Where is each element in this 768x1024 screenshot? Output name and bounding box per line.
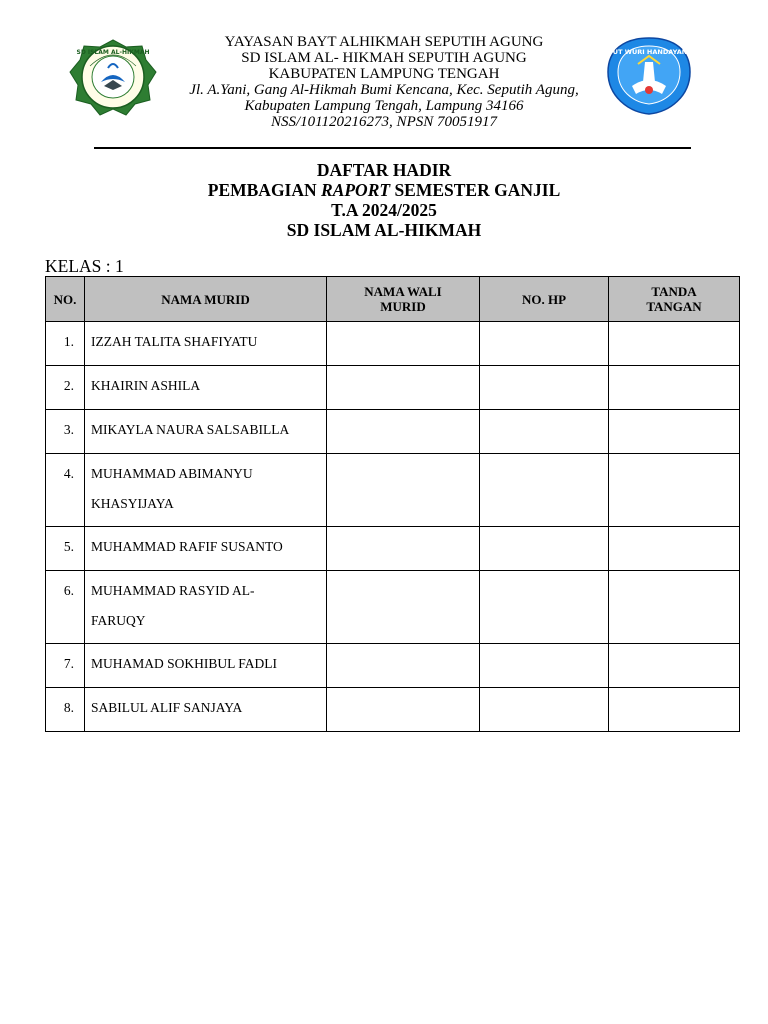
class-label: KELAS : 1	[45, 256, 124, 276]
row-number: 5.	[46, 527, 85, 571]
address-line-2: Kabupaten Lampung Tengah, Lampung 34166	[244, 98, 524, 114]
address-line-1: Jl. A.Yani, Gang Al-Hikmah Bumi Kencana, Kec. Seputih Agung,	[189, 82, 579, 98]
row-number: 1.	[46, 322, 85, 366]
tut-wuri-handayani-logo-icon	[604, 36, 694, 116]
table-row	[46, 571, 740, 644]
header-tanda-tangan	[609, 277, 740, 322]
table-row	[46, 410, 740, 454]
signature-cell	[609, 644, 740, 688]
row-number: 4.	[46, 454, 85, 527]
student-name-line-2: FARUQY	[91, 613, 146, 628]
signature-cell	[609, 454, 740, 527]
signature-cell	[609, 571, 740, 644]
student-name-line-1: MUHAMMAD RASYID AL-	[91, 583, 255, 598]
student-name-line-1: MUHAMMAD RAFIF SUSANTO	[91, 539, 283, 554]
foundation-name: YAYASAN BAYT ALHIKMAH SEPUTIH AGUNG	[224, 34, 544, 50]
title-line-4: SD ISLAM AL-HIKMAH	[286, 220, 482, 240]
phone-cell	[480, 410, 609, 454]
student-name	[85, 454, 327, 527]
student-name-line-1: IZZAH TALITA SHAFIYATU	[91, 334, 258, 349]
header-nama-murid: NAMA MURID	[85, 277, 327, 322]
header-nama-wali-line-1: NAMA WALI	[364, 284, 442, 299]
guardian-name-cell	[327, 644, 480, 688]
table-header-row	[46, 277, 740, 322]
row-number: 2.	[46, 366, 85, 410]
phone-cell	[480, 454, 609, 527]
school-ids: NSS/101120216273, NPSN 70051917	[271, 114, 497, 130]
header-tanda-line-2: TANGAN	[646, 299, 702, 314]
student-name-line-1: MUHAMMAD ABIMANYU	[91, 466, 253, 481]
header-tanda-line-1: TANDA	[651, 284, 697, 299]
table-row	[46, 366, 740, 410]
row-number: 8.	[46, 688, 85, 732]
row-number: 3.	[46, 410, 85, 454]
table-row	[46, 454, 740, 527]
student-name	[85, 322, 327, 366]
header-nama-wali-murid	[327, 277, 480, 322]
phone-cell	[480, 527, 609, 571]
guardian-name-cell	[327, 322, 480, 366]
phone-cell	[480, 366, 609, 410]
letterhead-text	[160, 34, 608, 130]
title-line-1: DAFTAR HADIR	[316, 160, 452, 180]
phone-cell	[480, 571, 609, 644]
attendance-table	[45, 276, 740, 732]
phone-cell	[480, 688, 609, 732]
title-line-2-post: SEMESTER GANJIL	[390, 180, 561, 200]
phone-cell	[480, 644, 609, 688]
student-name-line-1: MIKAYLA NAURA SALSABILLA	[91, 422, 290, 437]
table-row	[46, 527, 740, 571]
title-line-3: T.A 2024/2025	[331, 200, 437, 220]
student-name	[85, 410, 327, 454]
title-line-2	[0, 180, 768, 200]
student-name	[85, 366, 327, 410]
header-nama-wali-line-2: MURID	[380, 299, 426, 314]
signature-cell	[609, 688, 740, 732]
student-name	[85, 571, 327, 644]
letterhead	[0, 34, 768, 144]
student-name-line-1: MUHAMAD SOKHIBUL FADLI	[91, 656, 278, 671]
title-line-2-italic: RAPORT	[321, 180, 391, 200]
student-name	[85, 527, 327, 571]
letterhead-divider	[94, 147, 691, 149]
row-number: 6.	[46, 571, 85, 644]
logo-right-text: TUT WURI HANDAYANI	[608, 48, 690, 56]
table-row	[46, 322, 740, 366]
guardian-name-cell	[327, 688, 480, 732]
document-title	[0, 160, 768, 240]
phone-cell	[480, 322, 609, 366]
regency-name: KABUPATEN LAMPUNG TENGAH	[268, 66, 500, 82]
school-name: SD ISLAM AL- HIKMAH SEPUTIH AGUNG	[241, 50, 527, 66]
row-number: 7.	[46, 644, 85, 688]
table-row	[46, 644, 740, 688]
signature-cell	[609, 527, 740, 571]
guardian-name-cell	[327, 571, 480, 644]
signature-cell	[609, 366, 740, 410]
signature-cell	[609, 410, 740, 454]
guardian-name-cell	[327, 366, 480, 410]
student-name	[85, 688, 327, 732]
student-name	[85, 644, 327, 688]
guardian-name-cell	[327, 454, 480, 527]
signature-cell	[609, 322, 740, 366]
school-logo-icon	[68, 38, 158, 116]
header-no: NO.	[46, 277, 85, 322]
student-name-line-2: KHASYIJAYA	[91, 496, 174, 511]
student-name-line-1: SABILUL ALIF SANJAYA	[91, 700, 243, 715]
logo-left-text: SD ISLAM AL-HIKMAH	[76, 49, 150, 56]
student-name-line-1: KHAIRIN ASHILA	[91, 378, 201, 393]
guardian-name-cell	[327, 527, 480, 571]
title-line-2-pre: PEMBAGIAN	[207, 180, 322, 200]
guardian-name-cell	[327, 410, 480, 454]
table-row	[46, 688, 740, 732]
header-no-hp: NO. HP	[480, 277, 609, 322]
